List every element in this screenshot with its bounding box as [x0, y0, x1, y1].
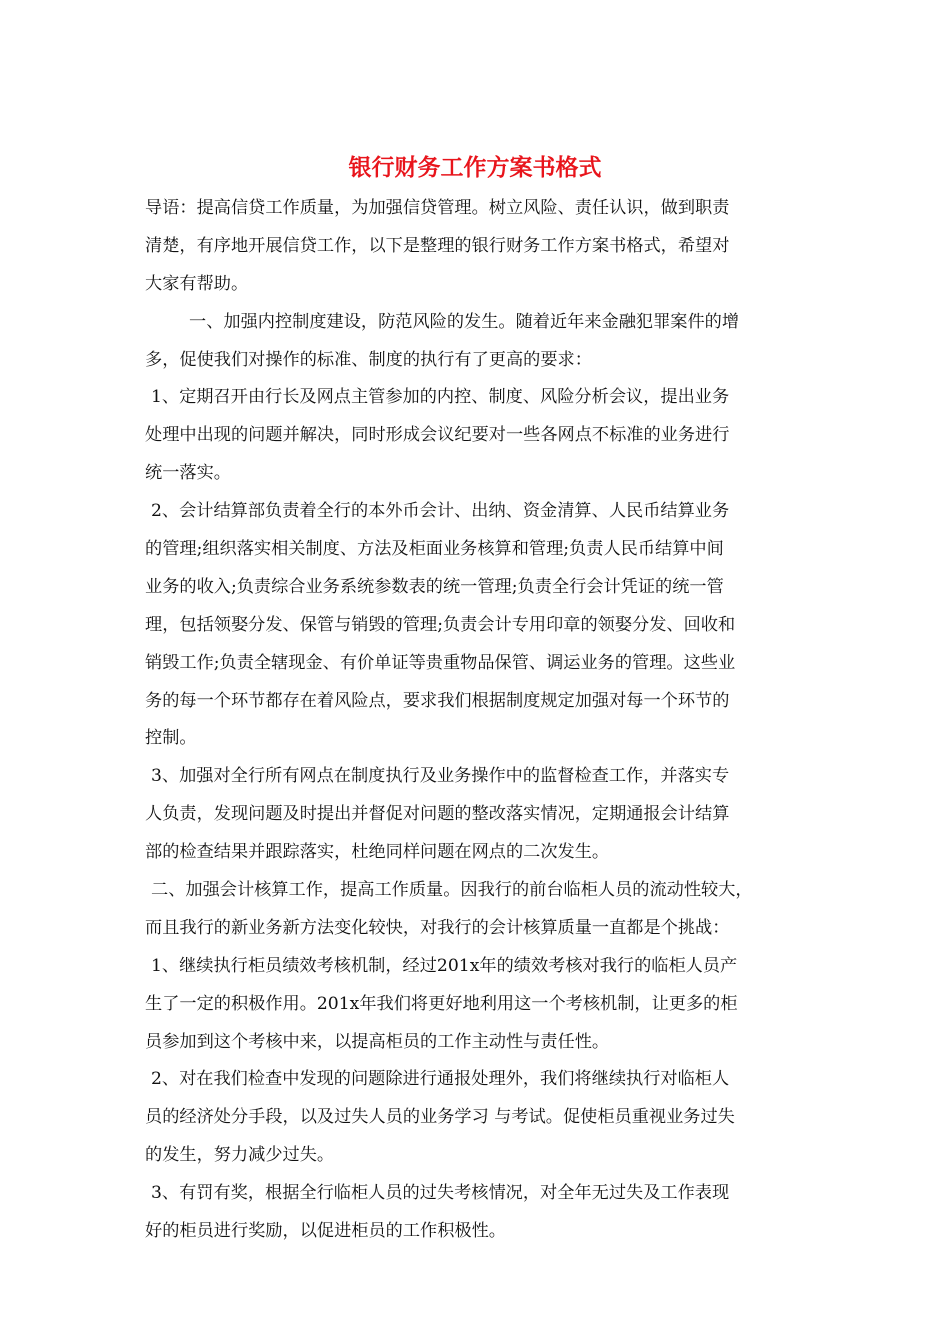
- paragraph-line: 2、会计结算部负责着全行的本外币会计、出纳、资金清算、人民币结算业务: [151, 501, 730, 522]
- paragraph-line: 3、加强对全行所有网点在制度执行及业务操作中的监督检查工作，并落实专: [151, 766, 730, 787]
- paragraph-line: 一、加强内控制度建设，防范风险的发生。随着近年来金融犯罪案件的增: [189, 311, 740, 332]
- paragraph-line: 的管理;组织落实相关制度、方法及柜面业务核算和管理;负责人民币结算中间: [145, 539, 724, 560]
- paragraph-line: 而且我行的新业务新方法变化较快，对我行的会计核算质量一直都是个挑战：: [145, 917, 730, 938]
- paragraph-line: 统一落实。: [145, 463, 231, 484]
- paragraph-line: 处理中出现的问题并解决，同时形成会议纪要对一些各网点不标准的业务进行: [145, 425, 730, 446]
- paragraph-line: 好的柜员进行奖励，以促进柜员的工作积极性。: [145, 1221, 506, 1242]
- paragraph-line: 导语：提高信贷工作质量，为加强信贷管理。树立风险、责任认识，做到职责: [145, 198, 730, 218]
- paragraph-line: 清楚，有序地开展信贷工作，以下是整理的银行财务工作方案书格式，希望对: [145, 235, 730, 256]
- paragraph-line: 员参加到这个考核中来，以提高柜员的工作主动性与责任性。: [145, 1031, 610, 1052]
- paragraph-line: 人负责，发现问题及时提出并督促对问题的整改落实情况，定期通报会计结算: [145, 804, 730, 825]
- paragraph-line: 1、继续执行柜员绩效考核机制，经过201x年的绩效考核对我行的临柜人员产: [151, 955, 738, 976]
- paragraph-line: 的发生，努力减少过失。: [145, 1145, 335, 1166]
- paragraph-line: 多，促使我们对操作的标准、制度的执行有了更高的要求：: [145, 349, 592, 370]
- paragraph-line: 1、定期召开由行长及网点主管参加的内控、制度、风险分析会议，提出业务: [151, 387, 730, 408]
- paragraph-line: 部的检查结果并跟踪落实，杜绝同样问题在网点的二次发生。: [145, 842, 610, 863]
- paragraph-line: 销毁工作;负责全辖现金、有价单证等贵重物品保管、调运业务的管理。这些业: [145, 652, 736, 673]
- paragraph-line: 业务的收入;负责综合业务系统参数表的统一管理;负责全行会计凭证的统一管: [145, 576, 724, 597]
- paragraph-line: 务的每一个环节都存在着风险点，要求我们根据制度规定加强对每一个环节的: [145, 690, 730, 711]
- paragraph-line: 二、加强会计核算工作，提高工作质量。因我行的前台临柜人员的流动性较大，: [151, 880, 753, 901]
- paragraph-line: 员的经济处分手段，以及过失人员的业务学习 与考试。促使柜员重视业务过失: [145, 1107, 735, 1128]
- document-title: 银行财务工作方案书格式: [348, 154, 602, 181]
- paragraph-line: 控制。: [145, 728, 197, 749]
- paragraph-line: 理，包括领娶分发、保管与销毁的管理;负责会计专用印章的领娶分发、回收和: [145, 614, 736, 635]
- paragraph-line: 大家有帮助。: [145, 273, 249, 294]
- paragraph-line: 生了一定的积极作用。201x年我们将更好地利用这一个考核机制，让更多的柜: [145, 993, 738, 1014]
- paragraph-line: 3、有罚有奖，根据全行临柜人员的过失考核情况，对全年无过失及工作表现: [151, 1183, 730, 1204]
- document-body: [145, 190, 815, 1251]
- paragraph-line: 2、对在我们检查中发现的问题除进行通报处理外，我们将继续执行对临柜人: [151, 1069, 730, 1090]
